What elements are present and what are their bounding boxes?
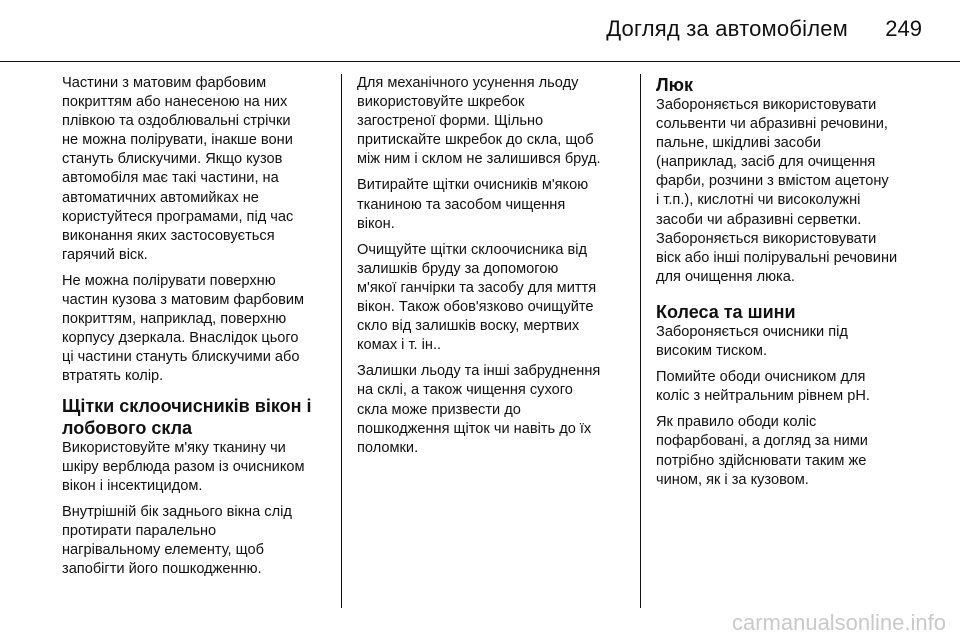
text-line: автоматичних автомийках не [62,189,259,206]
text-line: тканиною та засобом чищення [357,196,566,213]
text-line: між ним і склом не залишився бруд. [357,151,601,168]
header-divider [0,61,960,62]
section-heading-sunroof: Люк [656,75,694,95]
text-line: поломки. [357,439,419,456]
text-line: (наприклад, засіб для очищення [656,154,876,171]
text-line: Частини з матовим фарбовим [62,75,267,91]
text-line: стануть блискучими. Якщо кузов [62,151,283,168]
watermark: carmanualsonline.info [731,610,946,635]
text-line: вікон. [357,215,395,232]
paragraph [357,74,623,169]
text-line: шкіру верблюда разом із очисником [62,458,305,475]
text-line: Витирайте щітки очисників м'якою [357,177,589,194]
text-line: Використовуйте м'яку тканину чи [62,439,286,456]
text-line: Забороняється використовувати [656,230,877,247]
section-heading-wheels: Колеса та шини [656,301,796,322]
column-divider-1 [341,74,342,608]
paragraph [357,176,623,233]
text-line: вікон. Також обов'язково очищуйте [357,299,594,316]
paragraph [62,503,328,579]
page-number: 249 [885,16,922,41]
paragraph [656,413,922,489]
text-line: засоби чи абразивні серветки. [656,211,862,228]
paragraph [62,74,328,265]
text-line: Помийте ободи очисником для [656,369,866,386]
paragraph [656,96,922,287]
text-line: пошкодження щіток чи навіть до їх [357,420,592,437]
text-line: Для механічного усунення льоду [357,75,579,91]
text-line: виконання яких застосовується [62,227,275,244]
paragraph [62,439,328,496]
text-line: віск або інші полірувальні речовини [656,249,898,266]
text-line: Залишки льоду та інші забруднення [357,363,601,380]
text-line: використовуйте шкребок [357,94,525,111]
text-line: залишків бруду за допомогою [357,260,559,277]
paragraph [656,368,922,406]
paragraph [357,241,623,356]
heading-line: лобового скла [62,417,193,438]
text-line: чином, як і за кузовом. [656,471,809,488]
text-line: і т.п.), кислотні чи високолужні [656,192,861,209]
text-line: високим тиском. [656,343,767,360]
section-heading-wipers [62,395,328,439]
text-line: пальне, шкідливі засоби [656,135,821,152]
heading-line: Щітки склоочисників вікон і [62,395,312,416]
text-line: коліс з нейтральним рівнем pH. [656,388,870,405]
text-line: втратять колір. [62,368,164,385]
text-line: загостреної форми. Щільно [357,113,544,130]
text-line: частин кузова з матовим фарбовим [62,292,305,309]
column-divider-2 [640,74,641,608]
text-line: Очищуйте щітки склоочисника від [357,241,588,258]
text-line: протирати паралельно [62,522,217,539]
column-3 [656,74,922,497]
text-line: покриттям, наприклад, поверхню [62,311,287,328]
column-2 [357,74,623,465]
text-line: потрібно здійснювати таким же [656,452,867,469]
text-line: плівкою та оздоблювальні стрічки [62,113,291,130]
text-line: м'якої ганчірки та засобу для миття [357,279,597,296]
text-line: користуйтеся програмами, під час [62,208,294,225]
text-line: Забороняється очисники під [656,323,848,340]
text-line: Забороняється використовувати [656,97,877,113]
text-line: покриттям або нанесеною на них [62,94,288,111]
text-line: скло від залишків воску, мертвих [357,318,580,335]
text-line: фарби, розчини з вмістом ацетону [656,173,889,190]
text-line: нагрівальному елементу, щоб [62,541,264,558]
text-line: притискайте шкребок до скла, щоб [357,132,594,149]
text-line: пофарбовані, а догляд за ними [656,433,868,450]
text-line: вікон і інсектицидом. [62,477,203,494]
text-line: корпусу дзеркала. Внаслідок цього [62,330,299,347]
paragraph [656,323,922,361]
text-line: комах і т. ін.. [357,337,442,354]
text-line: не можна полірувати, інакше вони [62,132,293,149]
text-line: скла може призвести до [357,401,521,418]
text-line: для очищення люка. [656,268,795,285]
text-line: Не можна полірувати поверхню [62,272,276,289]
text-line: гарячий віск. [62,246,148,263]
page-title: Догляд за автомобілем [606,16,848,41]
column-1 [62,74,328,586]
text-line: сольвенти чи абразивні речовини, [656,116,888,133]
text-line: запобігти його пошкодженню. [62,561,262,578]
text-line: на склі, а також чищення сухого [357,382,573,399]
paragraph [357,362,623,457]
page-header [0,0,960,62]
text-line: Як правило ободи коліс [656,414,817,431]
text-line: автомобіля має такі частини, на [62,170,279,187]
text-line: Внутрішній бік заднього вікна слід [62,503,292,520]
text-line: ці частини стануть блискучими або [62,349,300,366]
paragraph [62,272,328,387]
